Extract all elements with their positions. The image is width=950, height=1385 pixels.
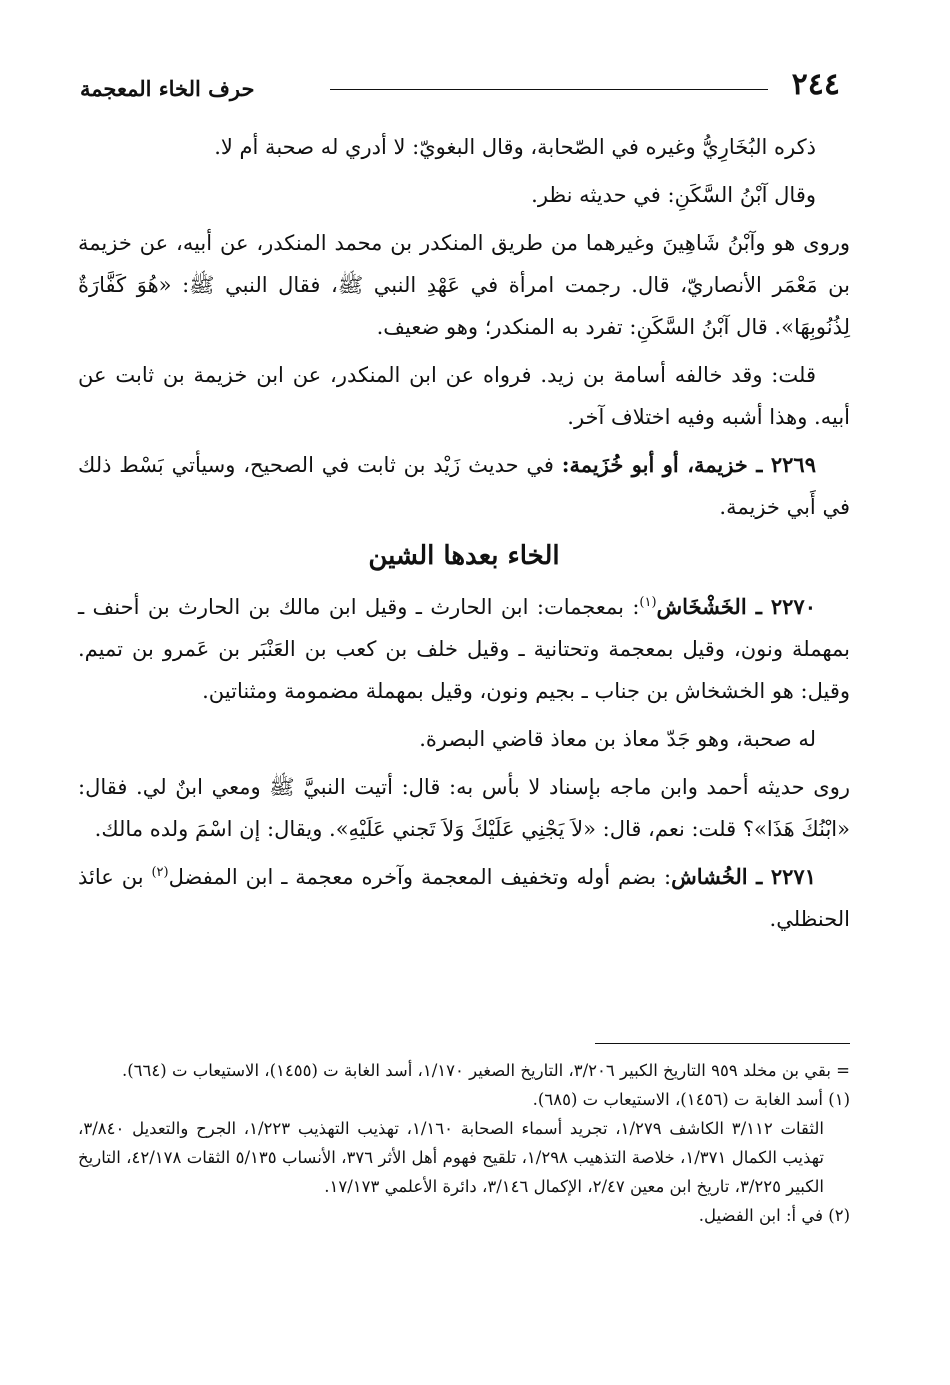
- paragraph-bukhari: ذكره البُخَارِيُّ وغيره في الصّحابة، وقال البغويّ: لا أدري له صحبة أم لا.: [214, 135, 816, 159]
- footnote-ref-1: (١): [639, 595, 657, 610]
- running-head: [80, 66, 840, 106]
- paragraph-narration: وروى هو وآبْنُ شَاهِينَ وغيرهما من طريق المنكدر بن محمد المنكدر، عن أبيه، عن خزيمة بن مَعْمَر الأنصاريّ، قال. رجمت امرأة في عَهْدِ النبي ﷺ، فقال النبي ﷺ: «هُوَ كَفَّارَةٌ لِذُنُوبِهَا». قال آبْنُ السَّكَنِ: تفرد به المنكدر؛ وهو ضعيف.: [78, 231, 850, 339]
- entry-2269-text: في حديث زَيْد بن ثابت في الصحيح، وسيأتي بَسْط ذلك في أَبي خزيمة.: [78, 453, 850, 519]
- footnote-1: (١) أسد الغابة ت (١٤٥٦)، الاستيعاب ت (٦٨٥).: [532, 1090, 850, 1109]
- entry-2270-text: : بمعجمات: ابن الحارث ـ وقيل ابن مالك بن الحارث بن أحنف ـ بمهملة ونون، وقيل بمعجمة وتحتانية ـ وقيل خلف بن كعب بن العَنْبَر بن عَمرو بن تميم. وقيل: هو الخشخاش بن جناب ـ بجيم ونون، وقيل بمهملة مضمومة ومثناتين.: [78, 595, 850, 703]
- section-heading: الخاء بعدها الشين: [368, 541, 560, 571]
- footnote-continued: = بقي بن مخلد ٩٥٩ التاريخ الكبير ٣/٢٠٦، التاريخ الصغير ١/١٧٠، أسد الغابة ت (١٤٥٥)، الاستيعاب ت (٦٦٤).: [121, 1061, 850, 1080]
- paragraph-hadith: روى حديثه أحمد وابن ماجه بإسناد لا بأس به: قال: أتيت النبيَّ ﷺ ومعي ابنٌ لي. فقال: «ابْنُكَ هَذَا»؟ قلت: نعم، قال: «لاَ يَجْنِي عَلَيْكَ وَلاَ تَجني عَلَيْهِ». ويقال: إن اسْمَ ولده مالك.: [78, 775, 850, 841]
- entry-2271-text-end: بن عائذ الحنظلي.: [78, 865, 850, 931]
- entry-2271-head: ٢٢٧١ ـ الخُشاش: [671, 864, 816, 889]
- header-rule: [330, 89, 768, 90]
- footnote-1-continued: الثقات ٣/١١٢ الكاشف ١/٢٧٩، تجريد أسماء الصحابة ١/١٦٠، تهذيب التهذيب ١/٢٢٣، الجرح والتعديل ٣/٨٤٠، تهذيب الكمال ١/٣٧١، خلاصة التذهيب ١/٢٩٨، تلقيح فهوم أهل الأثر ٣٧٦، الأنساب ٥/١٣٥ الثقات ٤٢/١٧٨، التاريخ الكبير ٣/٢٢٥، تاريخ ابن معين ٢/٤٧، الإكمال ٣/١٤٦، دائرة الأعلمي ١٧/١٧٣.: [78, 1119, 824, 1196]
- footnote-2: (٢) في أ: ابن الفضيل.: [698, 1206, 850, 1225]
- body-text: [78, 126, 850, 946]
- footnote-rule: [595, 1043, 850, 1044]
- page-number: ٢٤٤: [791, 67, 840, 102]
- entry-2270-head: ٢٢٧٠ ـ الخَشْخَاش: [656, 594, 816, 619]
- paragraph-note: قلت: وقد خالفه أسامة بن زيد. فرواه عن ابن المنكدر، عن ابن خزيمة بن ثابت عن أبيه. وهذا أشبه وفيه اختلاف آخر.: [78, 363, 850, 429]
- footnote-ref-2: (٢): [151, 865, 169, 880]
- paragraph-ibn-sakan: وقال آبْنُ السَّكَنِ: في حديثه نظر.: [531, 183, 816, 207]
- chapter-title: حرف الخاء المعجمة: [80, 76, 255, 101]
- entry-2270: [78, 586, 850, 712]
- entry-2271: [78, 856, 850, 940]
- entry-2271-text: : بضم أوله وتخفيف المعجمة وآخره معجمة ـ ابن المفضل: [168, 865, 672, 889]
- entry-2269: [78, 444, 850, 528]
- footnotes: [78, 1056, 850, 1230]
- paragraph-companion: له صحبة، وهو جَدّ معاذ بن معاذ قاضي البصرة.: [419, 727, 816, 751]
- entry-2269-head: ٢٢٦٩ ـ خزيمة، أو أبو خُزَيمة:: [561, 452, 816, 477]
